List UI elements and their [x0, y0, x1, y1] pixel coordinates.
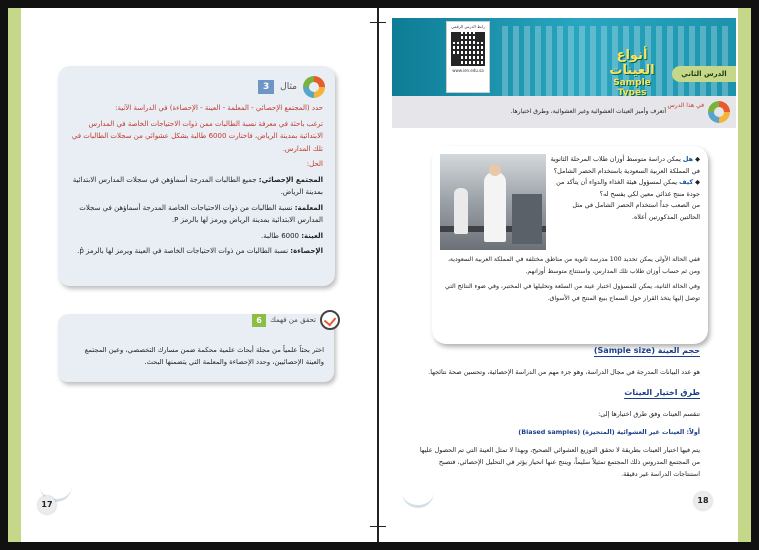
- lesson-title: [598, 48, 666, 96]
- book-spine: [377, 8, 379, 542]
- example-header: [258, 76, 325, 98]
- check-label: تحقق من فهمك: [270, 316, 316, 324]
- check-header: [252, 310, 340, 330]
- example-label: مثال: [280, 82, 297, 92]
- solution-line: المجتمع الإحصائي: جميع الطالبات المدرجة أسماؤهن في سجلات المدارس الابتدائية بمدينة الرياض.: [72, 175, 323, 196]
- methods-heading: طرق اختيار العينات: [624, 388, 700, 397]
- check-text: اختر بحثاً علمياً من مجلة أبحاث علمية محكمة ضمن مسارك التخصصي، وعين المجتمع والعينة الإحصائيين، وحدد الإحصاءة والمعلمة التي يتضمنها البحث.: [84, 346, 324, 366]
- lesson-banner: [392, 18, 736, 96]
- qr-card[interactable]: [446, 21, 490, 93]
- biased-heading: أولاً: العينات غير العشوائية (المتحيزة) (Biased samples): [518, 428, 700, 436]
- page-number-right: 18: [694, 492, 712, 510]
- intro-story-box: [432, 146, 708, 344]
- solution-line: المعلمة: نسبة الطالبات من ذوات الاحتياجات الخاصة المدرجة أسماؤهن في سجلات المدارس الابتدائية بمدينة الرياض ويرمز لها بالرمز P.: [79, 203, 323, 224]
- lesson-title-en: Sample Types: [613, 78, 651, 96]
- story-paragraph: من الصعب جداً استخدام الحصر الشامل في مثل الحالتين المذكورتين أعلاه.: [572, 201, 700, 221]
- question-2: ◆ كيف يمكن لمسؤول هيئة الغذاء والدواء أن يتأكد من جودة منتج غذائي معين لكي يفسح له؟: [556, 178, 700, 198]
- check-understanding-box: [58, 314, 334, 382]
- lesson-tag: الدرس الثاني: [672, 66, 736, 82]
- lesson-objective: أتعرف وأميز العينات العشوائية وغير العشوائية، وطرق اختيارها.: [510, 108, 666, 115]
- methods-intro: تنقسم العينات وفق طرق اختيارها إلى:: [598, 410, 700, 418]
- example-body: [70, 102, 323, 261]
- right-side-bar: [738, 8, 751, 542]
- left-page: [26, 8, 370, 542]
- example-box: [58, 66, 335, 286]
- example-title: حدد (المجتمع الإحصائي - المعلمة - العينة - الإحصاءة) في الدراسة الآتية:: [115, 104, 323, 112]
- right-page: [386, 8, 736, 542]
- qr-title: رابط الدرس الرقمي: [451, 24, 485, 29]
- qr-code-icon[interactable]: [451, 32, 485, 66]
- crop-mark: [368, 526, 386, 527]
- in-this-lesson-bar: [392, 96, 736, 128]
- example-icon: [303, 76, 325, 98]
- example-number: 3: [258, 80, 274, 94]
- question-1: ◆ هل يمكن دراسة متوسط أوزان طلاب المرحلة الثانوية في المملكة العربية السعودية باستخدام الحصر الشامل؟: [550, 155, 700, 175]
- qr-url[interactable]: www.ien.edu.sa: [452, 68, 484, 73]
- left-side-bar: [8, 8, 21, 542]
- factory-photo: [440, 154, 546, 250]
- check-number: 6: [252, 314, 266, 327]
- solution-label: الحل:: [306, 160, 323, 168]
- solution-line: العينة: 6000 طالبة.: [261, 231, 323, 240]
- crop-mark: [368, 22, 386, 23]
- solution-line: الإحصاءة: نسبة الطالبات من ذوات الاحتياجات الخاصة في العينة ويرمز لها بالرمز p̂.: [77, 247, 323, 255]
- in-this-lesson-label: في هذا الدرس: [667, 102, 704, 109]
- checkmark-magnifier-icon: [320, 310, 340, 330]
- example-problem: ترغب باحثة في معرفة نسبة الطالبات ممن ذوات الاحتياجات الخاصة في المدارس الابتدائية بمدينة الرياض، فاختارت 6000 طالبة بشكل عشوائي من سجلات الطالبات في تلك المدارس.: [71, 119, 323, 153]
- story-paragraph: وفي الحالة الثانية، يمكن للمسؤول اختبار عينة من السلعة وتحليلها في المختبر، وفي ضوء النتائج التي توصل إليها يتخذ القرار حول السماح ببيع المنتج في الأسواق.: [445, 283, 700, 302]
- page-number-left: 17: [38, 496, 56, 514]
- sample-size-text: هو عدد البيانات المدرجة في مجال الدراسة، وهو جزء مهم من الدراسة الإحصائية، وتحسين صحة نتائجها.: [428, 368, 700, 376]
- lesson-title-ar: أنواع العينات: [609, 48, 655, 78]
- target-icon: [708, 101, 730, 123]
- story-questions: [550, 154, 700, 223]
- story-rest: [440, 254, 700, 308]
- story-paragraph: ففي الحالة الأولى يمكن تحديد 100 مدرسة ثانوية من مناطق مختلفة في المملكة العربية السعودية، ومن ثم حساب أوزان طلاب تلك المدارس، واستنتاج متوسط أوزانهم.: [447, 256, 700, 275]
- sample-size-heading: حجم العينة (Sample size): [593, 346, 700, 355]
- biased-text: يتم فيها اختيار العينات بطريقة لا تحقق التوزيع العشوائي الصحيح، وبهذا لا تمثل العينة التي تم الحصول عليها من المجتمع المدروس ذلك المجتمع تمثيلاً سليماً، وينتج عنها انحياز يؤثر في التحليل الإحصائي، فتصبح استنتاجات الدراسة غير دقيقة.: [419, 446, 700, 478]
- ministry-logo: [402, 492, 434, 508]
